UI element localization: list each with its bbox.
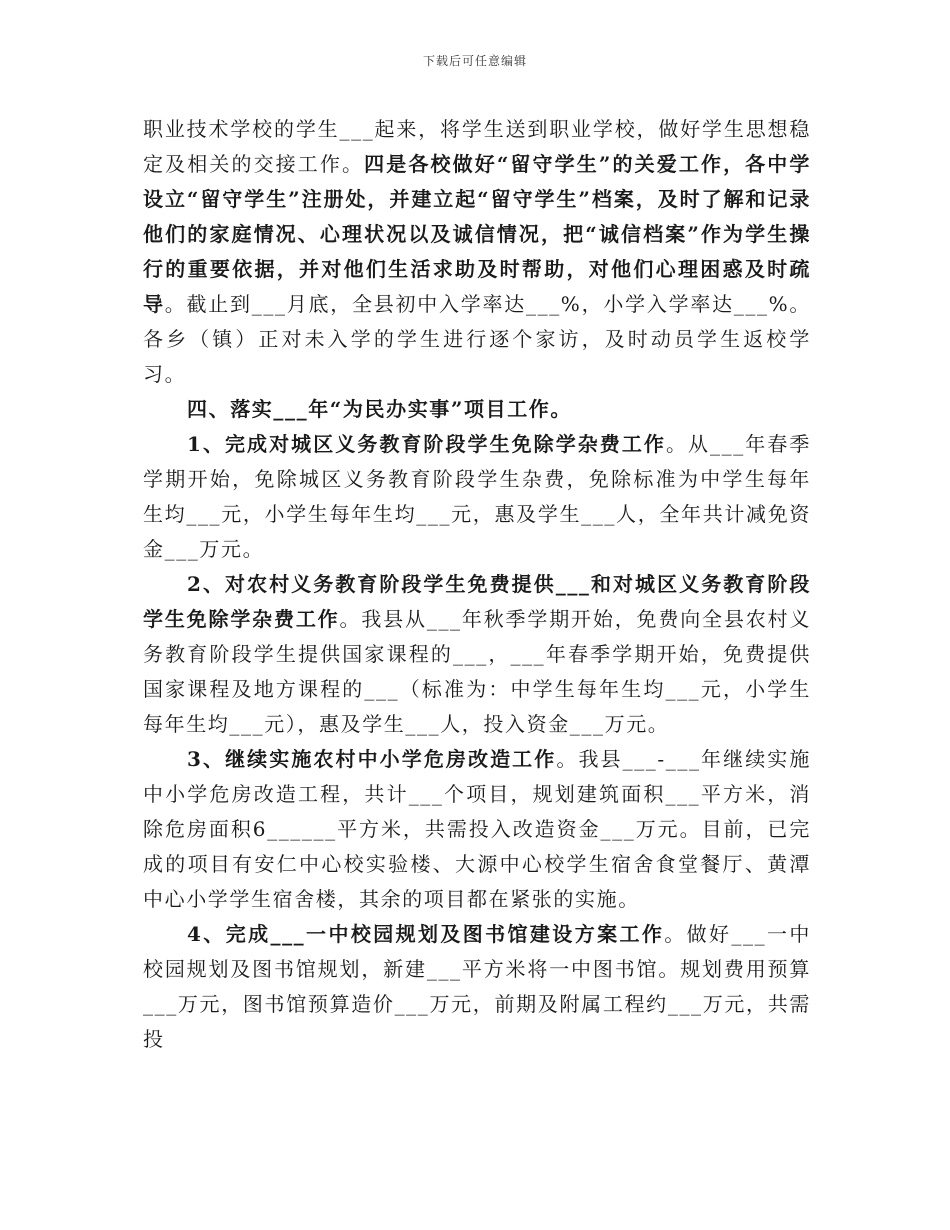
paragraph-1 xyxy=(143,112,811,392)
section-heading-4 xyxy=(143,392,811,427)
item-3-heading: 3、继续实施农村中小学危房改造工作 xyxy=(187,747,557,771)
item-3-paragraph xyxy=(143,742,811,917)
paragraph-1-bold-text: 四是各校做好“留守学生”的关爱工作，各中学设立“留守学生”注册处，并建立起“留守学生”档案，及时了解和记录他们的家庭情况、心理状况以及诚信情况，把“诚信档案”作为学生操行的重要依据，并对他们生活求助及时帮助，对他们心理困惑及时疏导 xyxy=(143,152,812,316)
item-1-paragraph xyxy=(143,427,811,567)
item-3-text: 。我县___-___年继续实施中小学危房改造工程，共计___个项目，规划建筑面积___平方米，消除危房面积6______平方米，共需投入改造资金___万元。目前，已完成的项目有安仁中心校实验楼、大源中心校学生宿舍食堂餐厅、黄潭中心小学学生宿舍楼，其余的项目都在紧张的实施。 xyxy=(143,747,811,911)
page-header-note: 下载后可任意编辑 xyxy=(422,54,527,68)
item-1-heading: 1、完成对城区义务教育阶段学生免除学杂费工作 xyxy=(187,432,666,456)
item-2-text: 。我县从___年秋季学期开始，免费向全县农村义务教育阶段学生提供国家课程的___，___年春季学期开始，免费提供国家课程及地方课程的___（标准为：中学生每年生均___元，小学生每年生均___元），惠及学生___人，投入资金___万元。 xyxy=(143,607,811,736)
item-1-text: 。从___年春季学期开始，免除城区义务教育阶段学生杂费，免除标准为中学生每年生均___元，小学生每年生均___元，惠及学生___人，全年共计减免资金___万元。 xyxy=(143,432,811,561)
document-body xyxy=(143,112,811,1057)
item-2-paragraph xyxy=(143,567,811,742)
item-2-heading: 2、对农村义务教育阶段学生免费提供___和对城区义务教育阶段学生免除学杂费工作 xyxy=(143,572,811,631)
section-heading-4-text: 四、落实___年“为民办实事”项目工作。 xyxy=(187,397,573,421)
item-4-heading: 4、完成___一中校园规划及图书馆建设方案工作 xyxy=(187,922,665,946)
paragraph-1-tail-text: 。截止到___月底，全县初中入学率达___%，小学入学率达___%。各乡（镇）正对未入学的学生进行逐个家访，及时动员学生返校学习。 xyxy=(143,292,811,386)
item-4-text: 。做好___一中校园规划及图书馆规划，新建___平方米将一中图书馆。规划费用预算___万元，图书馆预算造价___万元，前期及附属工程约___万元，共需投 xyxy=(143,922,811,1051)
paragraph-1-text: 职业技术学校的学生___起来，将学生送到职业学校，做好学生思想稳定及相关的交接工作。 xyxy=(143,117,811,176)
item-4-paragraph xyxy=(143,917,811,1057)
